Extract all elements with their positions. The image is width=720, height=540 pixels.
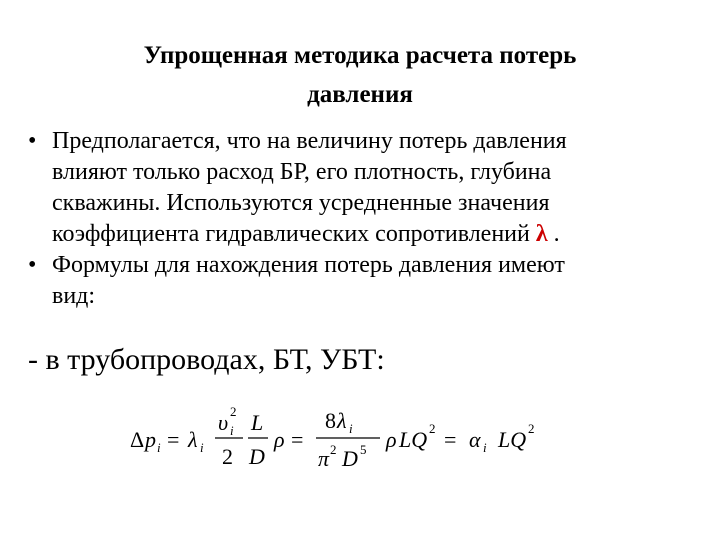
formula-eq-3: = [444,427,457,452]
slide-title [40,36,680,114]
bullet-1-line-4-text: коэффициента гидравлических сопротивлений [52,221,536,247]
formula-Q-power-2: 2 [528,421,535,436]
pipeline-subheading: - в трубопроводах, БТ, УБТ: [28,343,385,376]
formula-upsilon-subscript: i [230,423,234,438]
formula-delta: Δ [130,427,145,452]
pressure-loss-formula [126,400,596,480]
lambda-symbol: λ [535,221,548,247]
formula-denominator-2: 2 [222,444,233,469]
formula-pi: π [318,446,330,471]
formula-upsilon-power: 2 [230,404,237,419]
formula-lambda-2: λ [337,408,347,433]
formula-Q-power-1: 2 [429,421,436,436]
formula-upsilon: υ [218,410,229,435]
bullet-2-line-2: вид: [52,283,96,309]
bullet-marker: • [28,128,37,154]
bullet-marker: • [28,252,37,278]
formula-L-1: L [251,410,264,435]
formula-p-subscript: i [157,440,161,455]
formula-D-power: 5 [360,442,367,457]
formula-D-1: D [249,444,265,469]
bullet-1-line-2: влияют только расход БР, его плотность, глубина [52,159,552,185]
formula-eq-1: = [167,427,180,452]
bullet-item-2 [28,250,668,312]
bullet-list [28,126,668,312]
bullet-1-period: . [547,221,560,247]
formula-D-2: D [342,446,358,471]
formula-lambda-2-subscript: i [349,421,353,436]
formula-eight: 8 [325,408,336,433]
formula-LQ-2: LQ [498,427,527,452]
formula-pi-power: 2 [330,442,337,457]
bullet-item-1 [28,126,668,250]
formula-alpha: α [469,427,481,452]
title-line-1: Упрощенная методика расчета потерь [143,42,577,69]
formula-lambda-1-subscript: i [200,440,204,455]
formula-p: p [145,427,156,452]
formula-rho-1: ρ [274,427,285,452]
bullet-1-line-3: скважины. Используются усредненные значения [52,190,550,216]
formula-eq-2: = [291,427,304,452]
formula-alpha-subscript: i [483,440,487,455]
formula-lambda-1: λ [188,427,198,452]
bullet-2-line-1: Формулы для нахождения потерь давления имеют [52,252,565,278]
formula-rho-2: ρ [386,427,397,452]
bullet-1-line-4 [52,219,668,250]
title-line-2: давления [307,81,413,108]
formula-LQ-1: LQ [399,427,428,452]
bullet-1-line-1: Предполагается, что на величину потерь давления [52,128,567,154]
